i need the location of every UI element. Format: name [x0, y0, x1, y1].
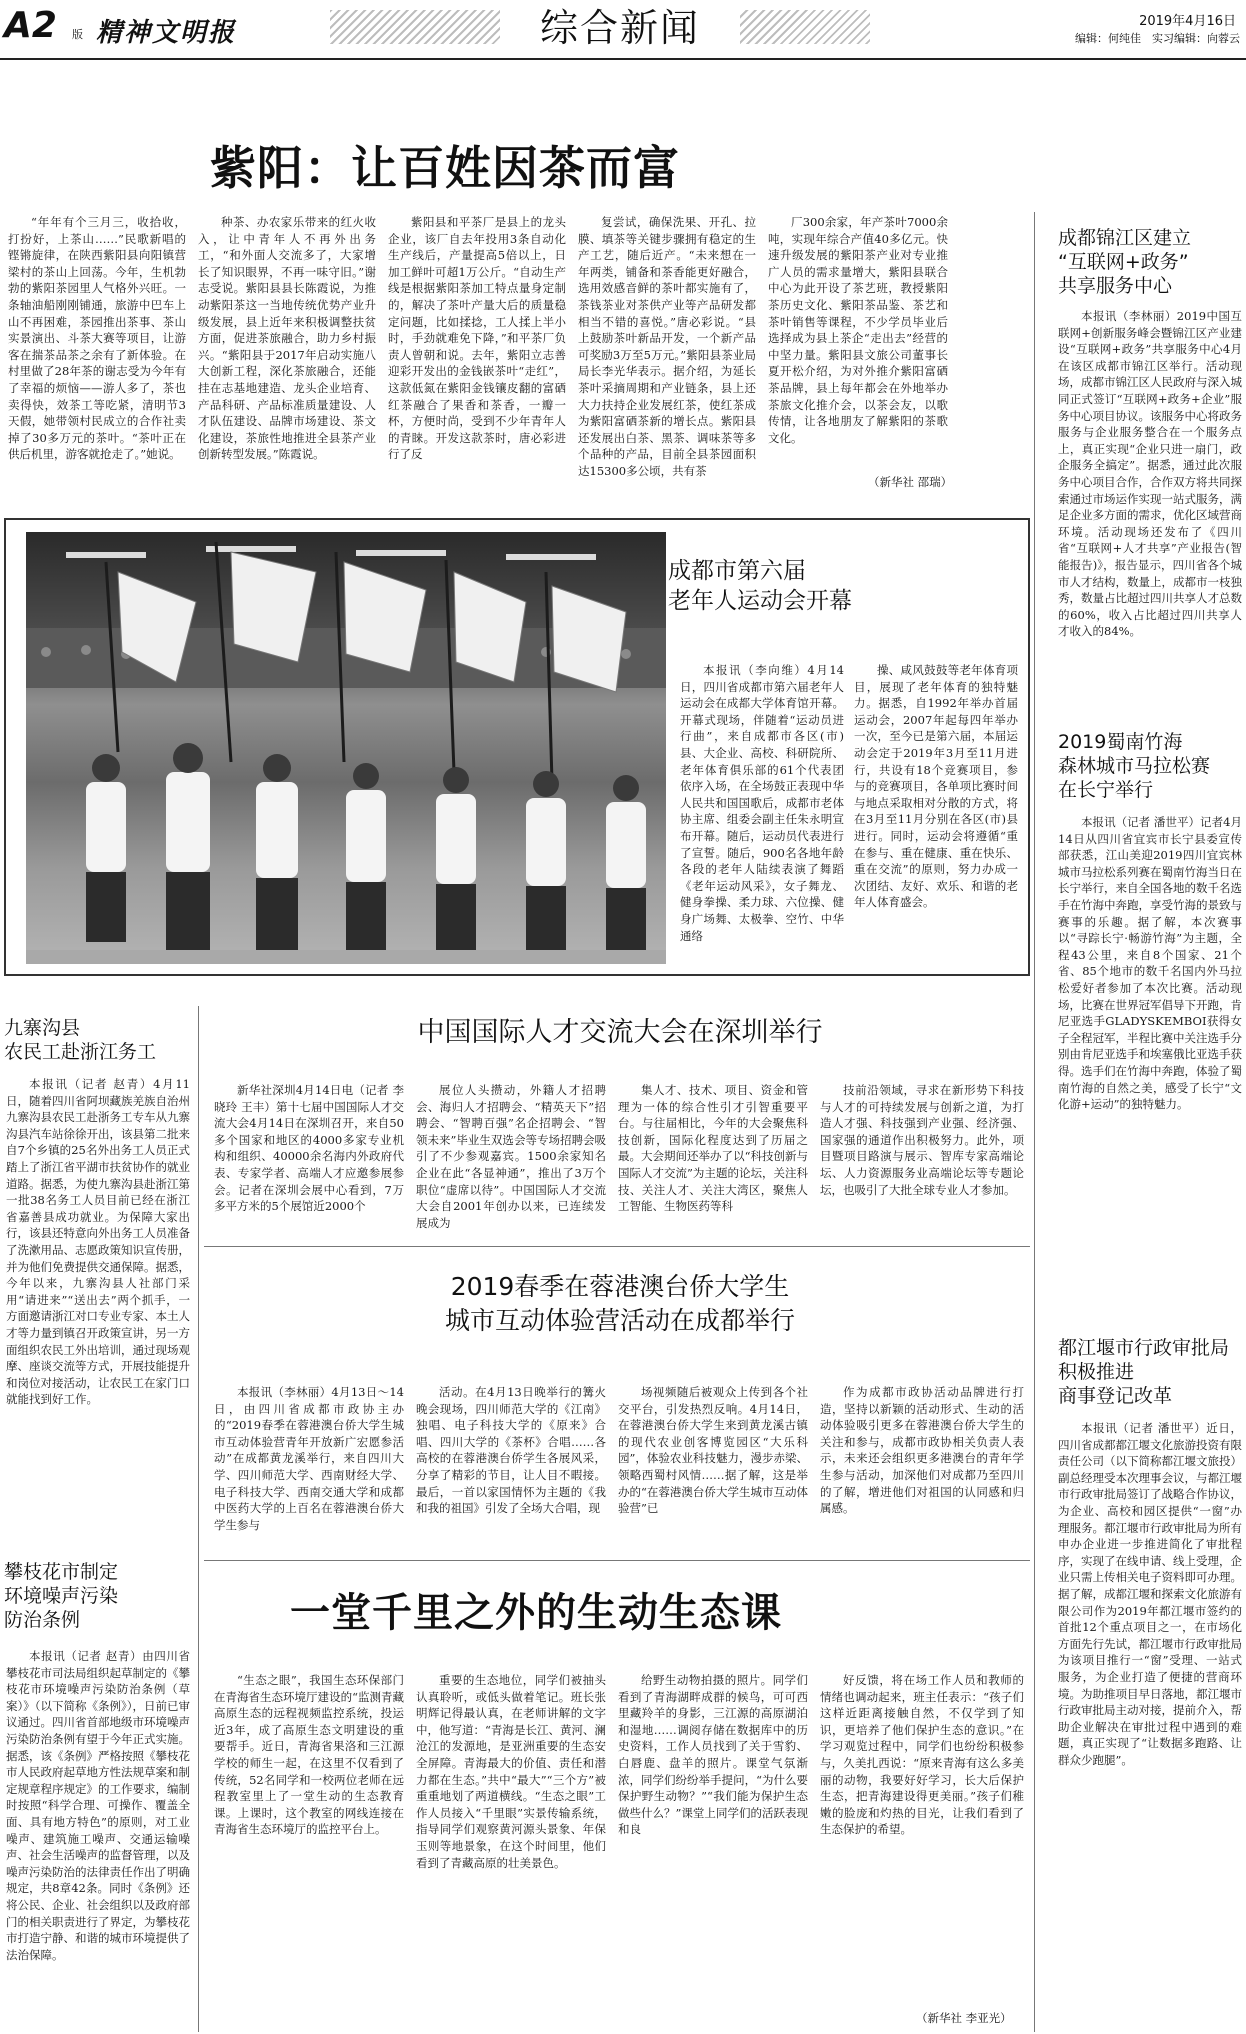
lead-col-1: “年年有个三月三，收拾收，打扮好，上茶山……”民歌新唱的铿锵旋律，在陕西紫阳县向阳镇营梁村的茶山上回荡。今年，生机勃勃的紫阳茶园里人气格外兴旺。一条轴油船刚刚铺通，旅游中巴车上山不再困难，茶园推出茶事、茶山实景演出、斗茶大赛等项目，让游客在揣茶品茶之余有了新体验。在村里做了28年茶的谢志受为今年有了幸福的烦恼——游人多了，茶也卖得快，效茶工等吃紧，清明节3天假，她带领村民成立的合作社卖掉了30多万元的茶叶。“茶叶正在供后机里，游客就抢走了。”她说。	[8, 215, 186, 462]
brief-body-marathon: 本报讯（记者 潘世平）记者4月14日从四川省宜宾市长宁县委宣传部获悉，江山美迎2019四川宜宾林城市马拉松系列赛在蜀南竹海当日在长宁举行，来自全国各地的数千名选手在竹海中奔跑，享受竹海的景致与赛事的乐趣。据了解，本次赛事以“寻踪长宁·畅游竹海”为主题，全程43公里，来自8个国家、21个省、85个地市的数千名国内外马拉松爱好者参加了本次比赛。活动现场，比赛在世界冠军倡导下开跑，肯尼亚选手GLADYSKEMBOI获得女子全程冠军，半程比赛中关注选手分别由肯尼亚选手和埃塞俄比亚选手获得。选手们在竹海中奔跑，体验了蜀南竹海的自然之美，感受了长宁“文化游+运动”的独特魅力。	[1058, 815, 1242, 1112]
talent-col-2: 展位人头攒动，外籍人才招聘会、海归人才招聘会、“精英天下”招聘会、“智聘百强”名企招聘会、“智领未来”毕业生双选会等专场招聘会吸引了不少参观嘉宾。1500余家知名企业在此“各显神通”，推出了3万个职位“虚席以待”。中国国际人才交流大会自2001年创办以来，已连续发展成为	[416, 1083, 606, 1230]
lead-headline: 紫阳：让百姓因茶而富	[210, 141, 680, 195]
lead-col-4: 复尝试，确保洗果、开孔、拉膜、填茶等关键步骤拥有稳定的生产工艺，随后近产。“未来想在一年两类，铺备和茶香能更好融合，选用效感音鲜的茶叶都实施有了，茶钱茶业对茶供产业等产品研发都相当不错的喜悦。”唐必彩说。“县上鼓励茶叶新品开发，一个新产品可奖励3万至5万元。”紫阳县茶业局局长李光华表示。据介绍，为延长茶叶采摘周期和产业链条，县上还大力扶持企业发展红茶，使红茶成为紫阳富硒茶新的增长点。紫阳县还发展出白茶、黑茶、调味茶等多个品种的产品，目前全县茶园面积达15300多公顷，共有茶	[578, 215, 756, 478]
rule-left-column	[198, 1006, 199, 2032]
photo-story-col-1: 本报讯（李向维）4月14日，四川省成都市第六届老年人运动会在成都大学体育馆开幕。开幕式现场，伴随着“运动员进行曲”，来自成都市各区(市)县、大企业、高校、科研院所、老年体育俱乐部的61个代表团依序入场，在全场鼓正表现中华人民共和国国歌后，成都市老体协主席、组委会副主任朱永明宣布开幕。随后，运动员代表进行了宣誓。随后，900名各地年龄各段的老年人陆续表演了舞蹈《老年运动风采》，女子舞龙、健身拳操、柔力球、六位操、健身广场舞、太极拳、空竹、中华通络	[680, 663, 844, 943]
editors-line: 编辑：何纯佳 实习编辑：向蓉云	[1075, 32, 1240, 45]
parade-illustration	[26, 532, 666, 964]
parade-photo	[26, 532, 666, 964]
brief-body-jinjiang: 本报讯（李林丽）2019中国互联网+创新服务峰会暨锦江区产业建设“互联网+政务”共享服务中心4月在该区成都市锦江区举行。活动现场，成都市锦江区人民政府与深入城同正式签订“互联网+政务+企业”服务中心项目协议。该服务中心将政务服务与企业服务整合在一个服务点上，真正实现“企业只进一扇门，政企服务全搞定”。据悉，通过此次服务中心项目合作，合作双方将共同探索通过市场运作实现一站式服务，满足企业多方面的需求，优化区域营商环境。活动现场还发布了《四川省“互联网+人才共享”产业报告(智能报告)》，报告显示，四川省各个城市人才结构，数量上，成都市一枝独秀，数量占比超过四川共享人才总数的60%，收入占比超过四川共享人才收入的84%。	[1058, 309, 1242, 639]
page-suffix: 版	[72, 28, 83, 41]
ecology-byline: （新华社 李亚光）	[916, 2011, 1012, 2025]
brief-title-panzhihua: 攀枝花市制定 环境噪声污染 防治条例	[4, 1561, 119, 1631]
ecology-col-4: 好反馈，将在场工作人员和教师的情绪也调动起来，班主任表示：“孩子们这样近距离接触自然，不仅学到了知识，更培养了他们保护生态的意识。”在学习观览过程中，同学们也纷纷积极参与，久美扎西说：“原来青海有这么多美丽的动物，我要好好学习，长大后保护生态，把青海建设得更美丽。”孩子们稚嫩的脸庞和灼热的目光，让我们看到了生态保护的希望。	[820, 1673, 1024, 1837]
youth-col-2: 活动。在4月13日晚举行的篝火晚会现场，四川师范大学的《江南》独唱、电子科技大学的《原来》合唱、四川大学的《茶杯》合唱……各高校的在蓉港澳台侨学生各展风采，分享了精彩的节目，让人目不暇接。最后，一首以家国情怀为主题的《我和我的祖国》引发了全场大合唱，现	[416, 1385, 606, 1516]
talent-col-4: 技前沿领域，寻求在新形势下科技与人才的可持续发展与创新之道，为打造人才强、科技强到产业强、经济强、国家强的通道作出积极努力。此外，项目暨项目路演与展示、智库专家高端论坛、人力资源服务业高端论坛等专题论坛，也吸引了大批全球专业人才参加。	[820, 1083, 1024, 1197]
brief-title-dujiangyan: 都江堰市行政审批局 积极推进 商事登记改革	[1058, 1337, 1230, 1407]
rule-right-column	[1034, 212, 1035, 2032]
paper-name: 精神文明报	[96, 18, 237, 48]
brief-title-marathon: 2019蜀南竹海 森林城市马拉松赛 在长宁举行	[1058, 731, 1211, 801]
ecology-col-1: “生态之眼”，我国生态环保部门在青海省生态环境厅建设的“监测青藏高原生态的远程视频监控系统，投运近3年，成了高原生态文明建设的重要帮手。近日，青海省果洛和三江源学校的师生一起，在这里不仅看到了传统，52名同学和一校两位老师在远程教室里上了一堂生动的生态教育课。上课时，这个教室的网线连接在青海省生态环境厅的监控平台上。	[214, 1673, 404, 1837]
photo-story-title-1: 成都市第六届	[668, 558, 806, 584]
youth-col-1: 本报讯（李林丽）4月13日～14日，由四川省成都市政协主办的“2019春季在蓉港澳台侨大学生城市互动体验营青年开放新广宏愿参活动”在成都黄龙溪举行，来自四川大学、四川师范大学、西南财经大学、电子科技大学、西南交通大学和成都中医药大学的上百名在蓉港澳台侨大学生参与	[214, 1385, 404, 1532]
brief-body-jiuzhaigou: 本报讯（记者 赵青）4月11日，随着四川省阿坝藏族羌族自治州九寨沟县农民工赴浙务工专车从九寨沟县汽车站徐徐开出，该县第二批来自7个乡镇的25名外出务工人员正式踏上了浙江省平湖市扶贫协作的就业道路。据悉，为使九寨沟县赴浙江第一批38名务工人员目前已经在浙江省嘉善县成功就业。为保障大家出行，该县还特意向外出务工人员准备了洗漱用品、志愿政策知识宣传册，并为他们免费提供交通保障。据悉，今年以来，九寨沟县人社部门采用“请进来”“送出去”两个抓手，一方面邀请浙江对口专业专家、本土人才等力量到镇召开政策宣讲，另一方面组织农民工外出培训，通过现场观摩、座谈交流等方式，开展技能提升和岗位对接活动，让农民工在家门口就能找到好工作。	[6, 1077, 190, 1407]
ecology-col-2: 重要的生态地位，同学们被抽头认真聆听，或低头做着笔记。班长张明辉记得最认真，在老师讲解的文字中，他写道：“青海是长江、黄河、澜沧江的发源地，是亚洲重要的生态安全屏障。青海最大的价值、责任和潜力都在生态。”共中“最大”“三个方”被重重地划了两道横线。“生态之眼”工作人员接入“千里眼”实景传输系统，指导同学们观察黄河源头景象、年保玉则等地景象，在这个时间里，他们看到了青藏高原的壮美景色。	[416, 1673, 606, 1870]
youth-col-4: 作为成都市政协活动品牌进行打造，坚持以新颖的活动形式、生动的活动体验吸引更多在蓉港澳台侨大学生的关注和参与，成都市政协相关负责人表示，未来还会组织更多港澳台的青年学生参与活动，加深他们对成都乃至四川的了解，增进他们对祖国的认同感和归属感。	[820, 1385, 1024, 1516]
photo-story-title-2: 老年人运动会开幕	[668, 588, 852, 614]
section-title: 综合新闻	[500, 0, 740, 56]
lead-byline: （新华社 邵瑞）	[868, 475, 953, 489]
page-number: A2	[4, 5, 57, 46]
lead-col-3: 紫阳县和平茶厂是县上的龙头企业，该厂自去年投用3条自动化生产线后，产量提高5倍以上，日加工鲜叶可超1万公斤。“自动生产线是根据紫阳茶加工特点量身定制的，解决了茶叶产量大后的质量稳定问题，比如揉捻，工人揉上半小时，手劲就难免下降，”和平茶厂负责人曾朝和说。去年，紫阳立志善迎彩开发出的金钱嵌茶叶“走红”，这款低氮在紫阳金钱镶皮翻的富硒红茶融合了果香和茶香，一瓣一杯，方便时尚，受到不少年青年人的青睐。开发这款茶时，唐必彩进行了反	[388, 215, 566, 462]
brief-title-jiuzhaigou: 九寨沟县 农民工赴浙江务工	[4, 1017, 157, 1063]
photo-story-col-2: 操、咸风鼓鼓等老年体育项目，展现了老年体育的独特魅力。据悉，自1992年举办首届运动会，2007年起每四年举办一次，至今已是第六届，本届运动会定于2019年3月至11月进行，共设有18个竞赛项目，参与的竞赛项目，各单项比赛时间与地点采取相对分散的方式，将在3月至11月分别在各区(市)县进行。同时，运动会将遵循“重在参与、重在健康、重在快乐、重在交流”的原则，努力办成一次团结、友好、欢乐、和谐的老年人体育盛会。	[854, 663, 1018, 910]
rule-talent-bottom	[204, 1246, 1030, 1247]
talent-col-3: 集人才、技术、项目、资金和管理为一体的综合性引才引智重要平台。与往届相比，今年的大会聚焦科技创新，国际化程度达到了历届之最。大会期间还举办了以“科技创新与国际人才交流”为主题的论坛，关注科技、关注人才、关注大湾区，聚焦人工智能、生物医药等科	[618, 1083, 808, 1214]
masthead-rule	[0, 58, 1246, 60]
talent-headline: 中国国际人才交流大会在深圳举行	[417, 1017, 823, 1048]
ecology-headline: 一堂千里之外的生动生态课	[290, 1590, 782, 1636]
youth-headline-2: 城市互动体验营活动在成都举行	[444, 1306, 795, 1335]
rule-youth-bottom	[204, 1560, 1030, 1561]
talent-col-1: 新华社深圳4月14日电（记者 李晓玲 王丰）第十七届中国国际人才交流大会4月14日在深圳召开，来自50多个国家和地区的4000多家专业机构和组织、40000余名海内外政府代表、专家学者、高端人才应邀参展参会。记者在深圳会展中心看到，7万多平方米的5个展馆近2000个	[214, 1083, 404, 1214]
brief-body-dujiangyan: 本报讯（记者 潘世平）近日，四川省成都都江堰文化旅游投资有限责任公司（以下简称都江堰文旅投）副总经理受本次理事会议，与都江堰市行政审批局签订了战略合作协议，为企业、高校和园区提供“一窗”办理服务。都江堰市行政审批局为所有申办企业进一步推进简化了审批程序，实现了在线申请、线上受理，企业只需上传相关电子资料即可办理。据了解，成都江堰和探索文化旅游有限公司作为2019年都江堰市签约的首批12个重点项目之一，在市场化方面先行先试，都江堰市行政审批局为该项目推行一“窗”受理、一站式服务，为企业打造了便捷的营商环境。为助推项目早日落地，都江堰市行政审批局主动对接，提前介入，帮助企业解决在审批过程中遇到的难题，真正实现了“让数据多跑路、让群众少跑腿”。	[1058, 1421, 1242, 1767]
brief-body-panzhihua: 本报讯（记者 赵青）由四川省攀枝花市司法局组织起草制定的《攀枝花市环境噪声污染防治条例（草案）》（以下简称《条例》），日前已审议通过。四川省首部地级市环境噪声污染防治条例有望于今年正式实施。据悉，该《条例》严格按照《攀枝花市人民政府起草地方性法规草案和制定规章程序规定》的工作要求，编制时按照“科学合理、可操作、覆盖全面、具有地方特色”的原则，对工业噪声、建筑施工噪声、交通运输噪声、社会生活噪声的监督管理，以及噪声污染防治的法律责任作出了明确规定，共8章42条。同时《条例》还将公民、企业、社会组织以及政府部门的相关职责进行了界定，为攀枝花市打造宁静、和谐的城市环境提供了法治保障。	[6, 1649, 190, 1962]
youth-headline-1: 2019春季在蓉港澳台侨大学生	[450, 1272, 790, 1301]
lead-col-5: 厂300余家，年产茶叶7000余吨，实现年综合产值40多亿元。快速升级发展的紫阳茶产业对专业推广人员的需求量增大，紫阳县联合中心为此开设了茶艺班，教授紫阳茶历史文化、紫阳茶品鉴、茶艺和茶叶销售等课程，不少学员毕业后选择成为县上茶企“走出去”经营的中坚力量。紫阳县文旅公司董事长夏开松介绍，为对外推介紫阳富硒茶品牌，县上每年都会在外地举办茶旅文化推介会，以茶会友，以歌传情，让各地朋友了解紫阳的茶歌文化。	[768, 215, 948, 445]
ecology-col-3: 给野生动物拍摄的照片。同学们看到了青海湖畔成群的候鸟，可可西里藏羚羊的身影，三江源的高原湖泊和湿地……调阅存储在数据库中的历史资料，工作人员找到了关于雪豹、白唇鹿、盘羊的照片。课堂气氛渐浓，同学们纷纷举手提问，“为什么要保护野生动物？”“我们能为保护生态做些什么？”课堂上同学们的活跃表现和良	[618, 1673, 808, 1837]
brief-title-jinjiang: 成都锦江区建立 “互联网+政务” 共享服务中心	[1058, 227, 1192, 297]
lead-col-2: 种茶、办农家乐带来的红火收入，让中青年人不再外出务工，“和外面人交流多了，大家增长了知识眼界，不再一味守旧。”谢志受说。紫阳县县长陈霞说，为推动紫阳茶这一当地传统优势产业升级发展，县上近年来积极调整扶贫方面，促进茶旅融合，助力乡村振兴。“紫阳县于2017年启动实施八大创新工程，深化茶旅融合，还能挂在志基地建造、龙头企业培育、产品科研、产品标准质量建设、人才队伍建设、品牌市场建设、茶文化建设，茶旅性地推进全县茶产业创新转型发展。”陈霞说。	[198, 215, 376, 462]
issue-date: 2019年4月16日	[1139, 14, 1236, 29]
youth-col-3: 场视频随后被观众上传到各个社交平台，引发热烈反响。4月14日，在蓉港澳台侨大学生来到黄龙溪古镇的现代农业创客博览园区“大乐科园”，体验农业科技魅力，漫步赤梁、领略西蜀村风情……据了解，这是举办的“在蓉港澳台侨大学生城市互动体验营”已	[618, 1385, 808, 1516]
